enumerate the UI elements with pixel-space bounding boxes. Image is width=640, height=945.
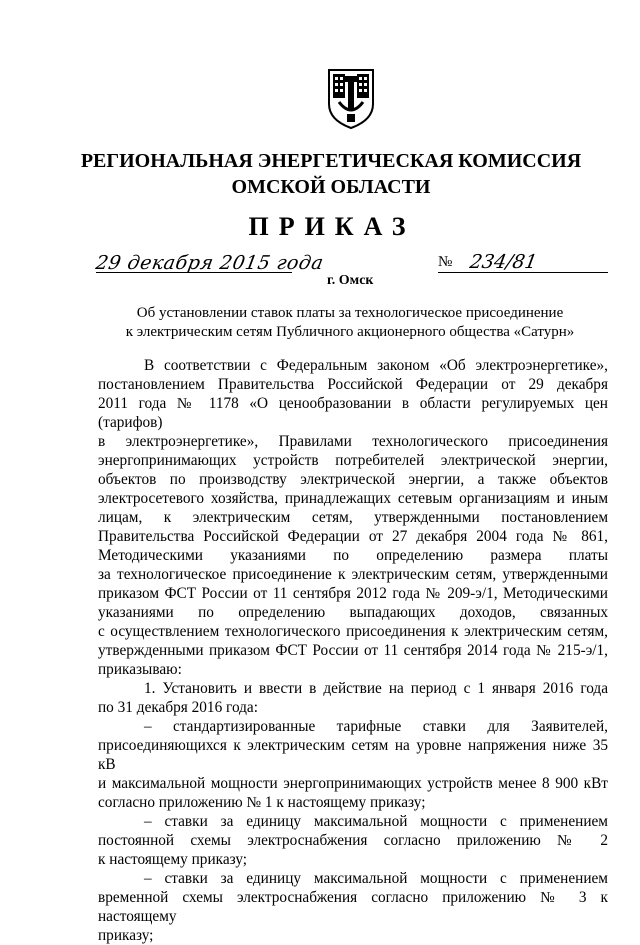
bullet2-line: постоянной схемы электроснабжения согласно приложению № 2 <box>98 832 608 849</box>
body-line: электросетевого хозяйства, принадлежащих сетевым организациям и иным <box>98 490 608 507</box>
body-line: за технологическое присоединение к электрическим сетям, утвержденными <box>98 566 608 583</box>
body-line: приказом ФСТ России от 11 сентября 2012 года № 209-э/1, Методическими <box>98 585 608 602</box>
bullet3-line: временной схемы электроснабжения согласно приложению № 3 к настоящему <box>98 889 608 925</box>
bullet1-line: – стандартизированные тарифные ставки для Заявителей, <box>144 718 608 735</box>
document-body <box>98 356 608 945</box>
omsk-coat-of-arms-emblem <box>327 68 375 130</box>
item1-line: по 31 декабря 2016 года: <box>98 699 258 716</box>
organization-name-line1: РЕГИОНАЛЬНАЯ ЭНЕРГЕТИЧЕСКАЯ КОМИССИЯ <box>80 150 582 172</box>
document-type-title: ПРИКАЗ <box>248 212 416 241</box>
body-line: лицам, к электрическим сетям, утвержденными постановлением <box>98 509 608 526</box>
subject-line1: Об установлении ставок платы за технологическое присоединение <box>136 305 564 321</box>
number-underline <box>438 272 608 273</box>
body-line: 2011 года № 1178 «О ценообразовании в области регулируемых цен (тарифов) <box>98 395 608 431</box>
number-label: № <box>438 254 453 270</box>
bullet2-line: к настоящему приказу; <box>98 851 248 868</box>
body-line: энергопринимающих устройств потребителей электрической энергии, <box>98 452 608 469</box>
body-line: с осуществлением технологического присоединения к электрическим сетям, <box>98 623 608 640</box>
body-line: объектов по производству электрической энергии, а также объектов <box>98 471 608 488</box>
subject-line2: к электрическим сетям Публичного акционерного общества «Сатурн» <box>125 324 575 340</box>
bullet3-line: приказу; <box>98 927 154 944</box>
bullet2-line: – ставки за единицу максимальной мощности с применением <box>144 813 608 830</box>
organization-name-line2: ОМСКОЙ ОБЛАСТИ <box>231 176 431 198</box>
body-line: постановлением Правительства Российской Федерации от 29 декабря <box>98 376 608 393</box>
item1-line: 1. Установить и ввести в действие на период с 1 января 2016 года <box>144 680 608 697</box>
body-line: в электроэнергетике», Правилами технологического присоединения <box>98 433 608 450</box>
body-line: утвержденными приказом ФСТ России от 11 сентября 2014 года № 215-э/1, <box>98 642 608 659</box>
city-label: г. Омск <box>327 273 374 288</box>
handwritten-date: 29 декабря 2015 года <box>94 252 326 274</box>
bullet1-line: согласно приложению № 1 к настоящему приказу; <box>98 794 426 811</box>
bullet1-line: и максимальной мощности энергопринимающих устройств менее 8 900 кВт <box>98 775 608 792</box>
body-line: Методическими указаниями по определению размера платы <box>98 547 608 564</box>
body-line: В соответствии с Федеральным законом «Об электроэнергетике», <box>144 357 608 374</box>
handwritten-number: 234/81 <box>468 251 539 273</box>
bullet3-line: – ставки за единицу максимальной мощности с применением <box>144 870 608 887</box>
body-line: приказываю: <box>98 661 182 678</box>
bullet1-line: присоединяющихся к электрическим сетям на уровне напряжения ниже 35 кВ <box>98 737 608 773</box>
body-line: Правительства Российской Федерации от 27 декабря 2004 года № 861, <box>98 528 608 545</box>
date-underline <box>96 272 292 273</box>
body-line: указаниями по определению выпадающих доходов, связанных <box>98 604 608 621</box>
